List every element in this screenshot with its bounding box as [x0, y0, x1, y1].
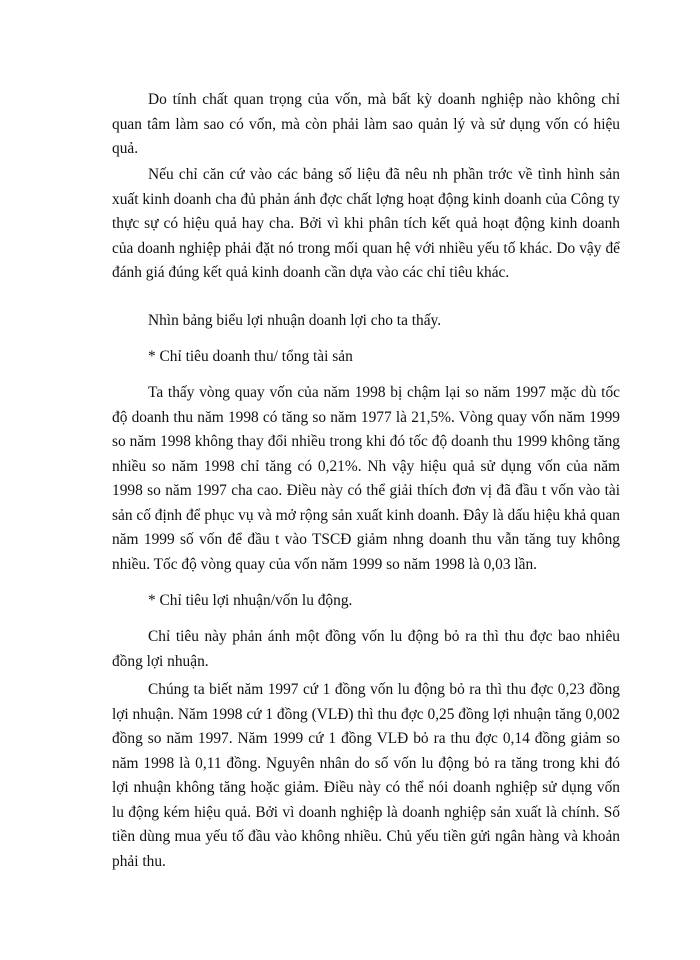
paragraph-assessment-basis: Nếu chỉ căn cứ vào các bảng số liệu đã nêu nh phần trớc về tình hình sản xuất kinh doanh cha đủ phản ánh đợc chất lợng hoạt động kinh doanh của Công ty thực sự có hiệu quả hay cha. Bởi vì khi phân tích kết quả hoạt động kinh doanh của doanh nghiệp phải đặt nó trong mối quan hệ với nhiều yếu tố khác. Do vậy để đánh giá đúng kết quả kinh doanh cần dựa vào các chỉ tiêu khác.: [112, 166, 620, 281]
paragraph-working-capital-analysis: Chúng ta biết năm 1997 cứ 1 đồng vốn lu động bỏ ra thì thu đợc 0,23 đồng lợi nhuận. Năm 1998 cứ 1 đồng (VLĐ) thì thu đợc 0,25 đồng lợi nhuận tăng 0,002 đồng so năm 1997. Năm 1999 cứ 1 đồng VLĐ bỏ ra thu đợc 0,14 đồng giảm so năm 1998 là 0,11 đồng. Nguyên nhân do số vốn lu động bỏ ra tăng trong khi đó lợi nhuận không tăng hoặc giảm. Điều này có thể nói doanh nghiệp sử dụng vốn lu động kém hiệu quả. Bởi vì doanh nghiệp là doanh nghiệp sản xuất là chính. Số tiền dùng mua yếu tố đầu vào không nhiều. Chủ yếu tiền gửi ngân hàng và khoản phải thu.: [112, 681, 620, 870]
paragraph-indicator-definition: Chỉ tiêu này phản ánh một đồng vốn lu động bỏ ra thì thu đợc bao nhiêu đồng lợi nhuận.: [112, 628, 620, 670]
heading-profit-working-capital: * Chỉ tiêu lợi nhuận/vốn lu động.: [148, 592, 353, 609]
paragraph-profit-table-intro: Nhìn bảng biểu lợi nhuận doanh lợi cho ta thấy.: [148, 312, 442, 329]
paragraph-capital-importance: Do tính chất quan trọng của vốn, mà bất kỳ doanh nghiệp nào không chỉ quan tâm làm sao có vốn, mà còn phải làm sao quản lý và sử dụng vốn có hiệu quả.: [112, 91, 620, 157]
paragraph-capital-turnover: Ta thấy vòng quay vốn của năm 1998 bị chậm lại so năm 1997 mặc dù tốc độ doanh thu năm 1998 có tăng so năm 1977 là 21,5%. Vòng quay vốn năm 1999 so năm 1998 không thay đổi nhiều trong khi đó tốc độ doanh thu 1999 không tăng nhiều so năm 1998 chỉ tăng có 0,21%. Nh vậy hiệu quả sử dụng vốn của năm 1998 so năm 1997 cha cao. Điều này có thể giải thích đơn vị đã đầu t vốn vào tài sản cố định để phục vụ và mở rộng sản xuất kinh doanh. Đây là dấu hiệu khả quan năm 1999 số vốn để đầu t vào TSCĐ giảm nhng doanh thu vẫn tăng tuy không nhiều. Tốc độ vòng quay của vốn năm 1999 so năm 1998 là 0,03 lần.: [112, 384, 620, 573]
heading-revenue-total-assets: * Chỉ tiêu doanh thu/ tổng tài sản: [148, 348, 353, 365]
